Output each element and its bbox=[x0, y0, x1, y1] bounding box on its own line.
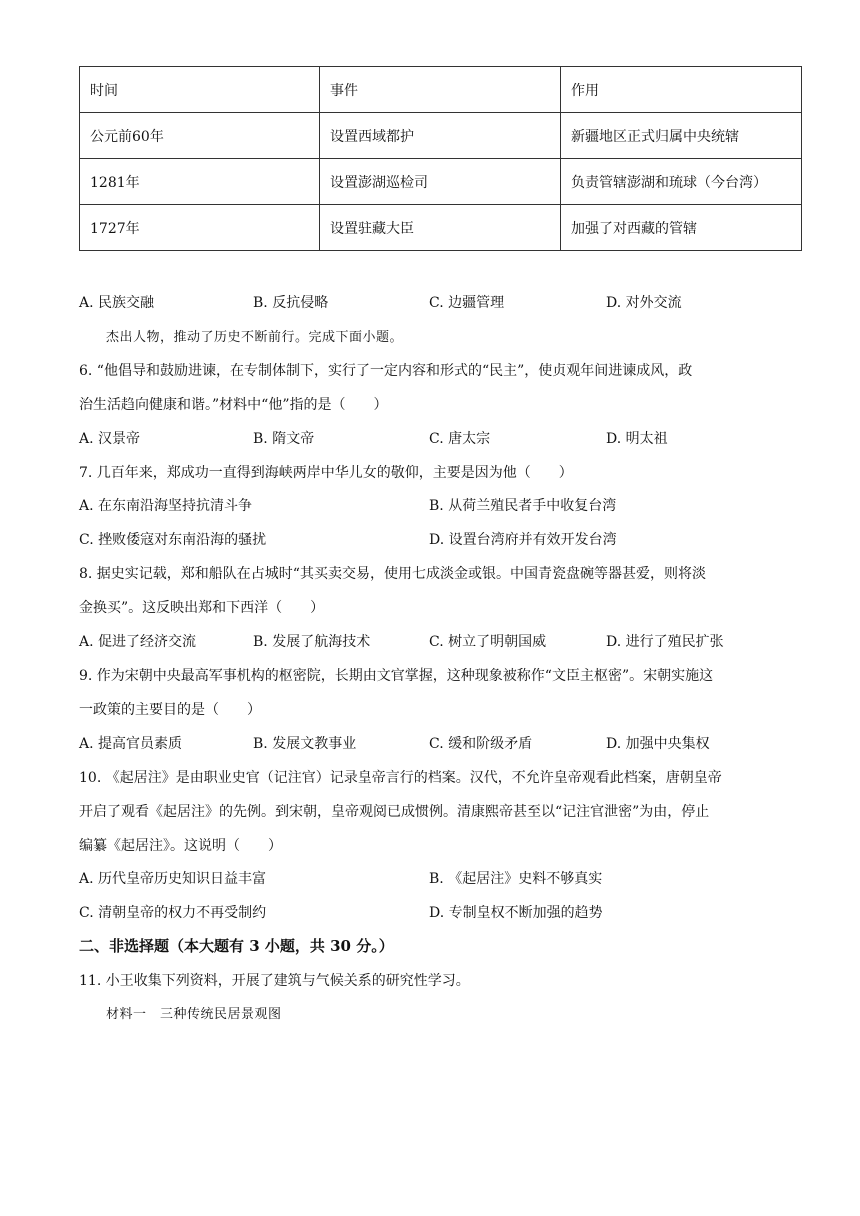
table-header-cell: 时间 bbox=[80, 67, 320, 113]
section-title: 二、非选择题（本大题有 3 小题，共 30 分。） bbox=[79, 937, 394, 955]
option-d: D. 设置台湾府并有效开发台湾 bbox=[429, 532, 617, 548]
option-c: C. 挫败倭寇对东南沿海的骚扰 bbox=[79, 532, 267, 548]
table-cell: 设置驻藏大臣 bbox=[320, 205, 561, 251]
option-b: B. 反抗侵略 bbox=[253, 295, 329, 311]
table-cell: 新疆地区正式归属中央统辖 bbox=[561, 113, 802, 159]
option-a: A. 提高官员素质 bbox=[79, 736, 183, 752]
option-b: B. 《起居注》史料不够真实 bbox=[429, 871, 603, 887]
table-cell: 加强了对西藏的管辖 bbox=[561, 205, 802, 251]
option-b: B. 隋文帝 bbox=[253, 431, 315, 447]
table-cell: 1727年 bbox=[80, 205, 320, 251]
table-row bbox=[80, 205, 802, 251]
table-cell: 负责管辖澎湖和琉球（今台湾） bbox=[561, 159, 802, 205]
q10-stem-line3: 编纂《起居注》。这说明（ ） bbox=[79, 838, 282, 854]
option-c: C. 清朝皇帝的权力不再受制约 bbox=[79, 905, 267, 921]
option-c: C. 唐太宗 bbox=[429, 431, 491, 447]
q10-stem-line1: 10. 《起居注》是由职业史官（记注官）记录皇帝言行的档案。汉代，不允许皇帝观看此档案，唐朝皇帝 bbox=[79, 770, 722, 786]
table-row bbox=[80, 113, 802, 159]
option-c: C. 边疆管理 bbox=[429, 295, 505, 311]
q6-stem-line1: 6. “他倡导和鼓励进谏，在专制体制下，实行了一定内容和形式的“民主”，使贞观年间进谏成风，政 bbox=[79, 363, 693, 379]
table-cell: 1281年 bbox=[80, 159, 320, 205]
option-c: C. 树立了明朝国威 bbox=[429, 634, 547, 650]
table-cell: 设置西域都护 bbox=[320, 113, 561, 159]
q8-stem-line2: 金换买”。这反映出郑和下西洋（ ） bbox=[79, 600, 325, 616]
q6-stem-line2: 治生活趋向健康和谐。”材料中“他”指的是（ ） bbox=[79, 397, 388, 413]
option-d: D. 加强中央集权 bbox=[606, 736, 710, 752]
option-d: D. 对外交流 bbox=[606, 295, 682, 311]
option-c: C. 缓和阶级矛盾 bbox=[429, 736, 533, 752]
table-cell: 公元前60年 bbox=[80, 113, 320, 159]
table-row bbox=[80, 159, 802, 205]
q11-stem-line1: 11. 小王收集下列资料，开展了建筑与气候关系的研究性学习。 bbox=[79, 973, 470, 989]
table-header-row bbox=[80, 67, 802, 113]
option-b: B. 从荷兰殖民者手中收复台湾 bbox=[429, 498, 617, 514]
option-a: A. 在东南沿海坚持抗清斗争 bbox=[79, 498, 253, 514]
reference-table bbox=[79, 66, 802, 251]
option-d: D. 专制皇权不断加强的趋势 bbox=[429, 905, 603, 921]
option-b: B. 发展了航海技术 bbox=[253, 634, 371, 650]
option-d: D. 进行了殖民扩张 bbox=[606, 634, 724, 650]
option-a: A. 历代皇帝历史知识日益丰富 bbox=[79, 871, 267, 887]
option-a: A. 汉景帝 bbox=[79, 431, 141, 447]
option-a: A. 促进了经济交流 bbox=[79, 634, 197, 650]
table-header-cell: 作用 bbox=[561, 67, 802, 113]
q8-stem-line1: 8. 据史实记载，郑和船队在占城时“其买卖交易，使用七成淡金或银。中国青瓷盘碗等器甚爱，则将淡 bbox=[79, 566, 706, 582]
q10-stem-line2: 开启了观看《起居注》的先例。到宋朝，皇帝观阅已成惯例。清康熙帝甚至以“记注官泄密”为由，停止 bbox=[79, 804, 710, 820]
table-cell: 设置澎湖巡检司 bbox=[320, 159, 561, 205]
intro-text: 杰出人物，推动了历史不断前行。完成下面小题。 bbox=[106, 330, 404, 345]
table-header-cell: 事件 bbox=[320, 67, 561, 113]
option-a: A. 民族交融 bbox=[79, 295, 155, 311]
option-d: D. 明太祖 bbox=[606, 431, 668, 447]
material-caption: 材料一 三种传统民居景观图 bbox=[106, 1007, 282, 1022]
q9-stem-line2: 一政策的主要目的是（ ） bbox=[79, 702, 261, 718]
option-b: B. 发展文教事业 bbox=[253, 736, 357, 752]
q7-stem-line1: 7. 几百年来，郑成功一直得到海峡两岸中华儿女的敬仰，主要是因为他（ ） bbox=[79, 465, 573, 481]
q9-stem-line1: 9. 作为宋朝中央最高军事机构的枢密院，长期由文官掌握，这种现象被称作“文臣主枢密”。宋朝实施这 bbox=[79, 668, 714, 684]
